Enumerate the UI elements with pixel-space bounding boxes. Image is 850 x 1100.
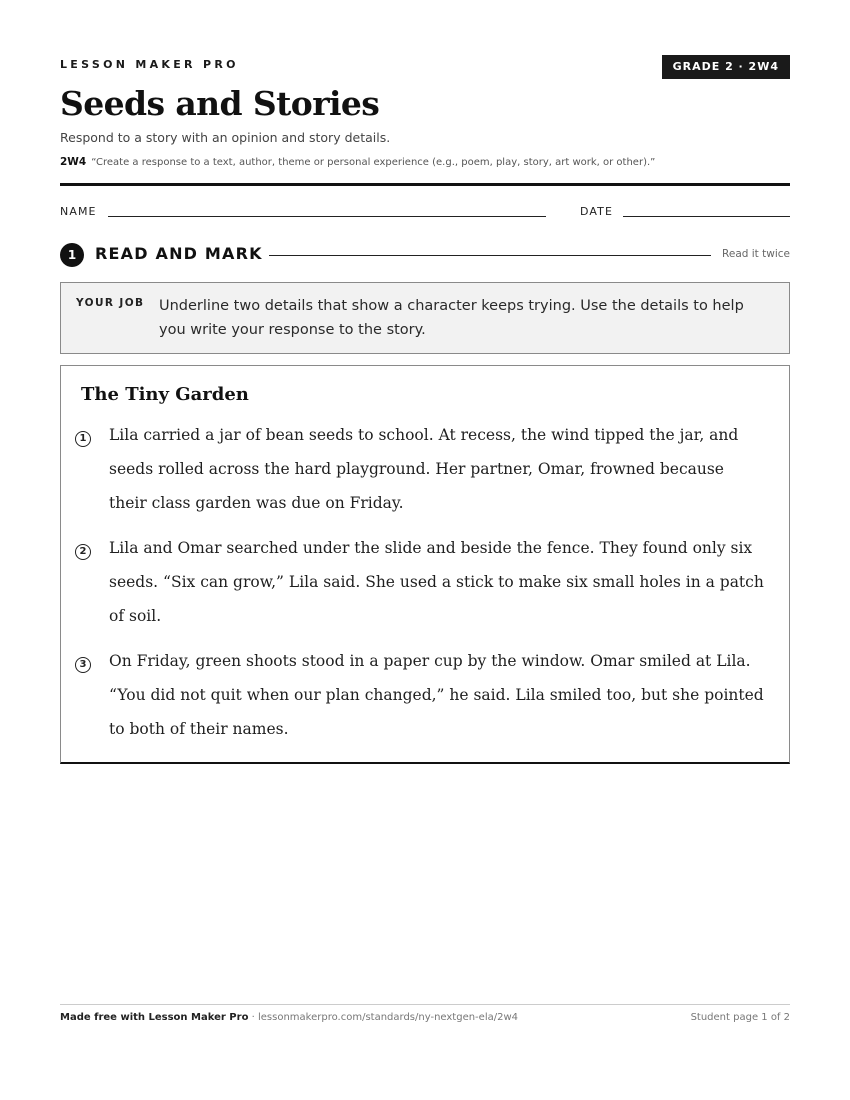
your-job-box	[60, 282, 790, 354]
your-job-label: YOUR JOB	[76, 297, 145, 309]
name-field[interactable]	[108, 216, 546, 217]
story-box	[60, 365, 790, 764]
footer-separator: ·	[248, 1012, 258, 1023]
page-subtitle: Respond to a story with an opinion and story details.	[60, 130, 391, 145]
section-title: READ AND MARK	[95, 244, 263, 263]
grade-badge: GRADE 2 · 2W4	[662, 55, 790, 79]
standard-line	[60, 156, 655, 168]
footer-divider	[60, 1004, 790, 1005]
standard-text: “Create a response to a text, author, theme or personal experience (e.g., poem, play, story, art work, or other).”	[91, 157, 656, 168]
standard-code: 2W4	[60, 156, 87, 168]
page-title: Seeds and Stories	[60, 84, 380, 123]
footer-page-number: Student page 1 of 2	[690, 1012, 790, 1023]
section-note: Read it twice	[722, 248, 790, 260]
paragraph-text: Lila carried a jar of bean seeds to school. At recess, the wind tipped the jar, and seeds rolled across the hard playground. Her partner, Omar, frowned because their class garden was due on Friday.	[109, 426, 739, 512]
brand-name: LESSON MAKER PRO	[60, 58, 239, 71]
paragraph-number: 1	[75, 431, 91, 447]
header-divider	[60, 183, 790, 186]
name-label: NAME	[60, 205, 97, 218]
footer-url[interactable]: lessonmakerpro.com/standards/ny-nextgen-ela/2w4	[257, 1012, 518, 1023]
paragraph-text: On Friday, green shoots stood in a paper cup by the window. Omar smiled at Lila. “You did not quit when our plan changed,” he said. Lila smiled too, but she pointed to both of their names.	[109, 652, 764, 738]
paragraph-number: 3	[75, 657, 91, 673]
date-label: DATE	[580, 205, 614, 218]
worksheet-page	[60, 0, 790, 1100]
date-field[interactable]	[623, 216, 790, 217]
footer-made-with: Made free with Lesson Maker Pro	[60, 1012, 249, 1023]
section-number-badge: 1	[60, 243, 84, 267]
paragraph-number: 2	[75, 544, 91, 560]
section-divider	[269, 255, 711, 256]
story-title: The Tiny Garden	[81, 384, 249, 405]
footer-credit	[60, 1012, 518, 1023]
your-job-text: Underline two details that show a character keeps trying. Use the details to help you write your response to the story.	[159, 298, 744, 338]
paragraph-text: Lila and Omar searched under the slide and beside the fence. They found only six seeds. “Six can grow,” Lila said. She used a stick to make six small holes in a patch of soil.	[109, 539, 764, 625]
